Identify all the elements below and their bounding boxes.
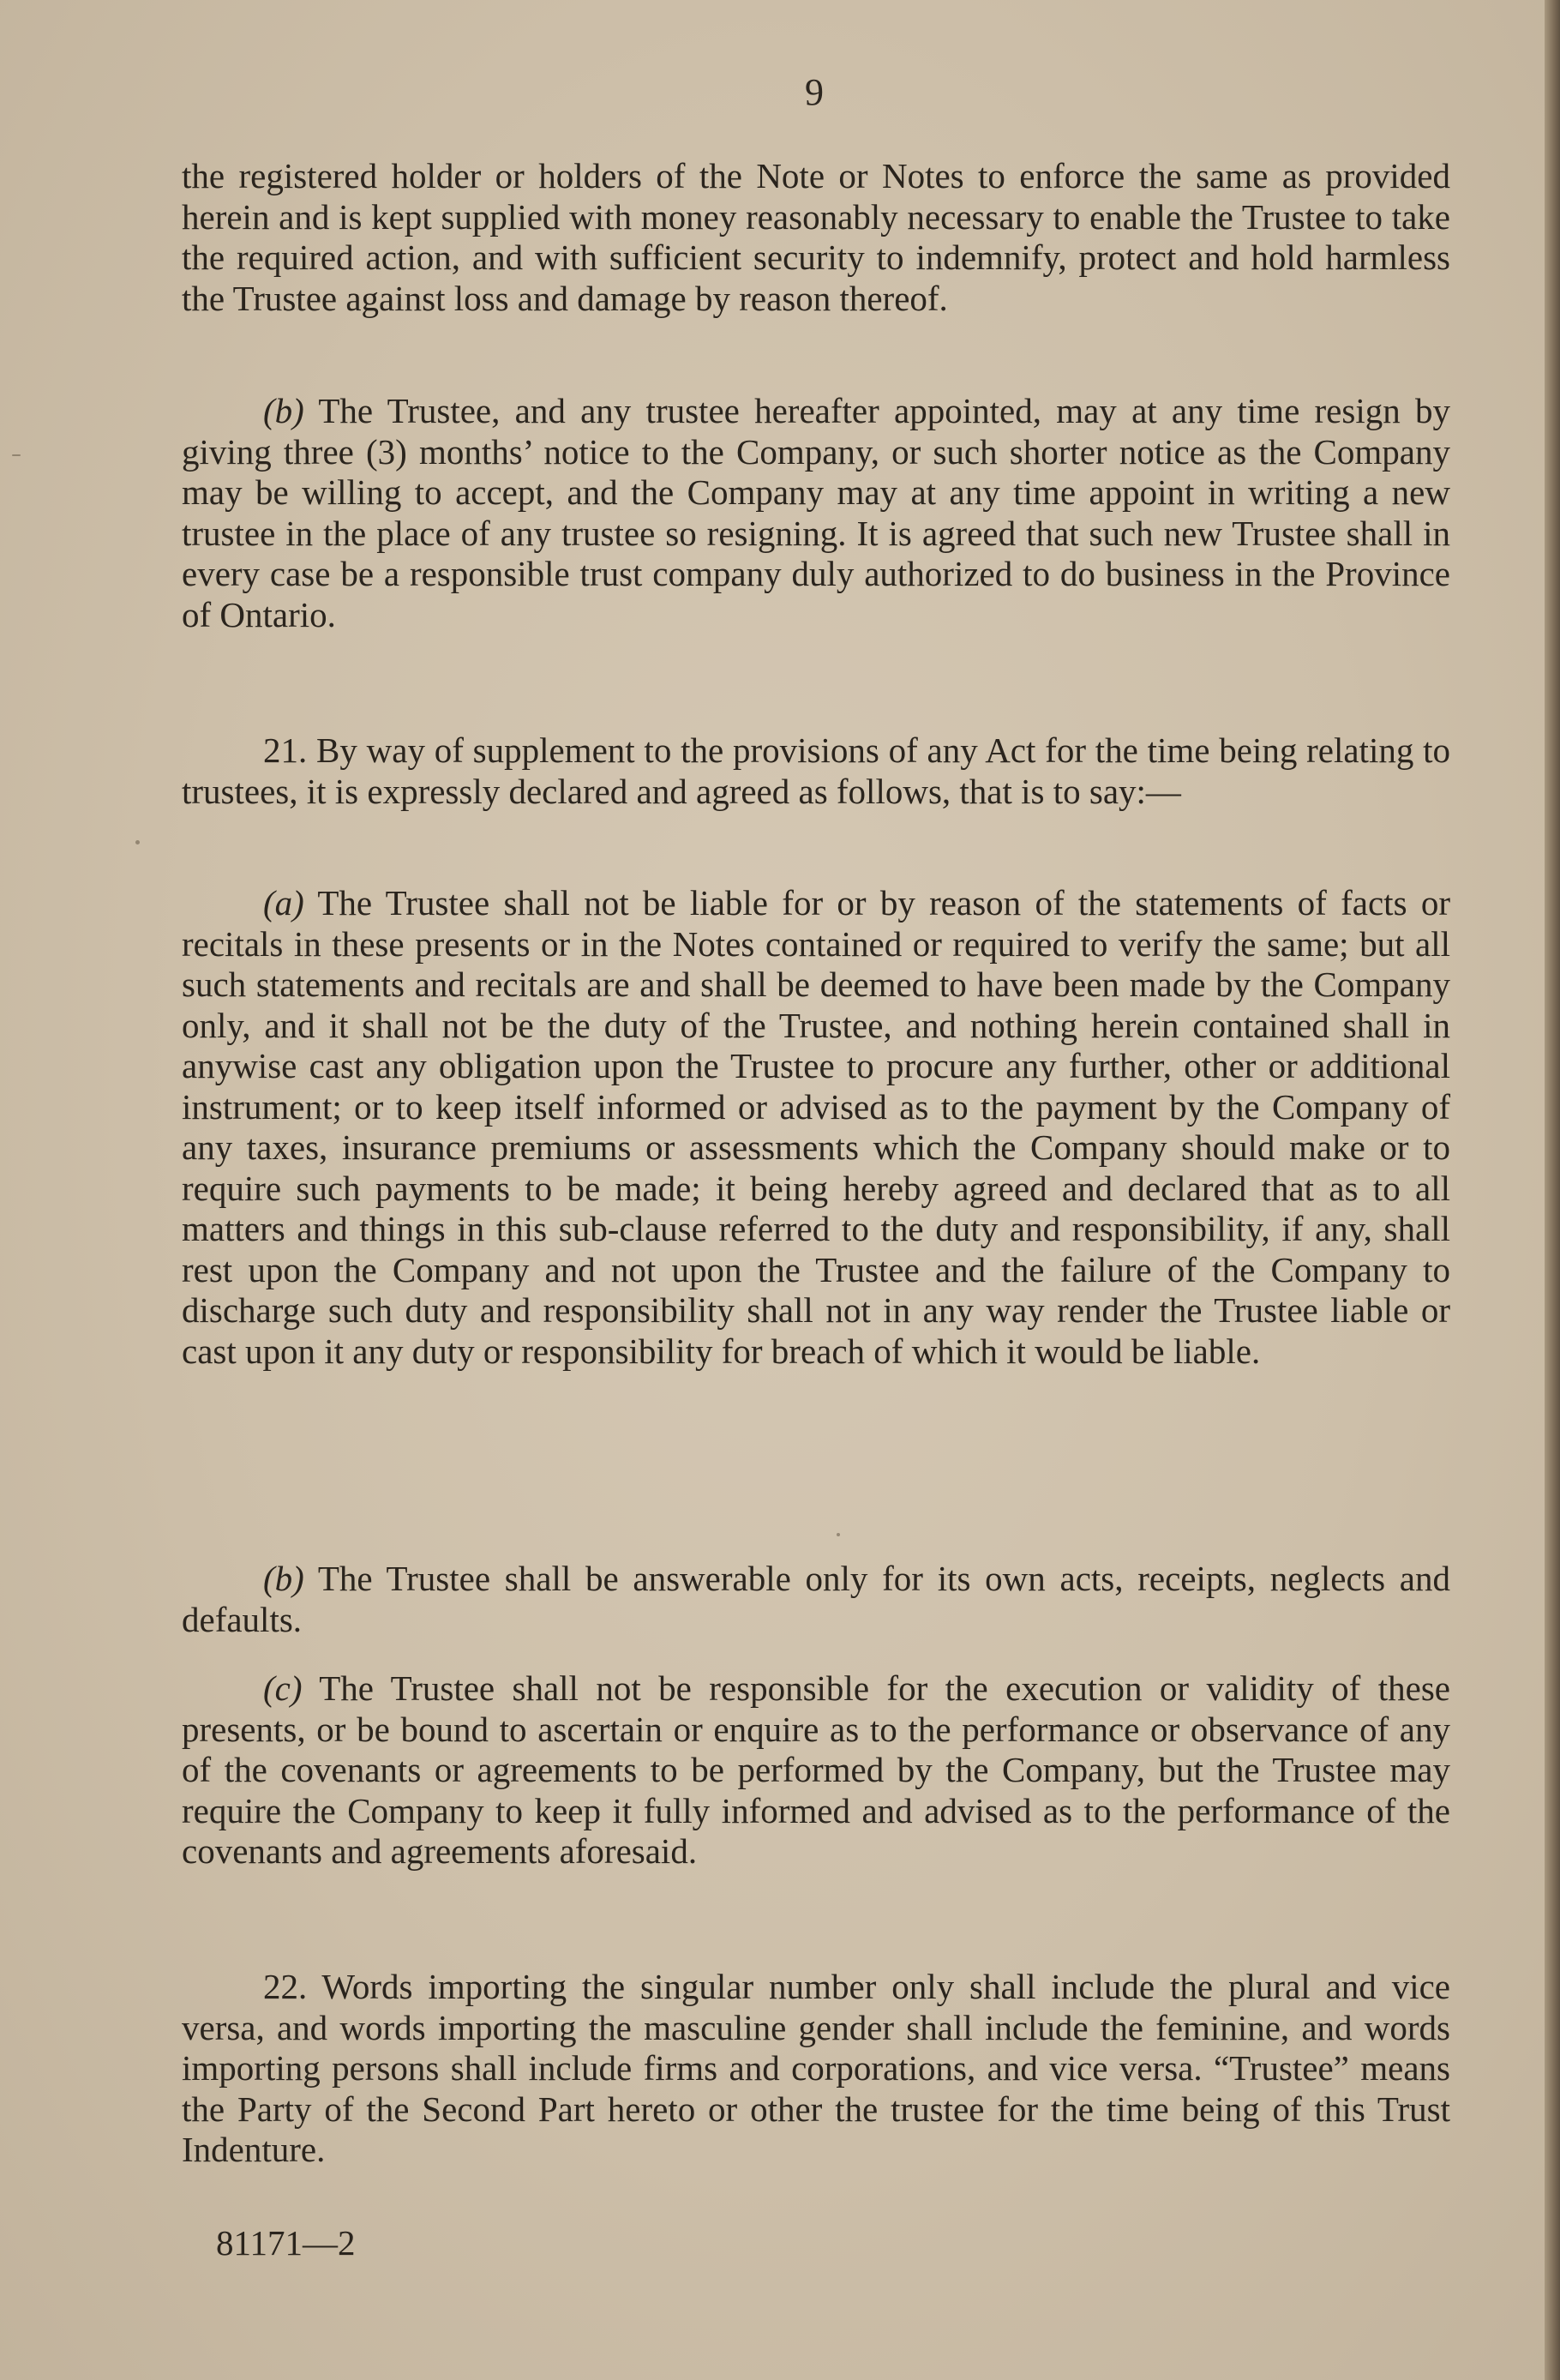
clause-21c	[182, 1668, 1450, 1872]
clause-21c-text	[182, 1668, 1450, 1872]
section-22	[182, 1967, 1450, 2171]
paper-speck	[837, 1533, 840, 1536]
paragraph-text: the registered holder or holders of the Note or Notes to enforce the same as provided herein and is kept supplied with money reasonably necessary to enable the Trustee to take the required action, and with sufficient security to indemnify, protect and hold harmless the Trustee against loss and damage by reason thereof.	[182, 156, 1450, 318]
clause-marker: (b)	[263, 1559, 304, 1598]
clause-21b-text	[182, 1559, 1450, 1640]
clause-body: The Trustee shall be answerable only for its own acts, receipts, neglects and defaults.	[182, 1559, 1450, 1639]
clause-21a-text	[182, 883, 1450, 1372]
clause-body: The Trustee, and any trustee hereafter appointed, may at any time resign by giving three (3) months’ notice to the Company, or such shorter notice as the Company may be willing to accept, and the Company may at any time appoint in writing a new trustee in the place of any trustee so resigning. It is agreed that such new Trustee shall in every case be a responsible trust company duly authorized to do business in the Province of Ontario.	[182, 391, 1450, 634]
section-21	[182, 730, 1450, 812]
clause-marker: (a)	[263, 883, 304, 923]
section-21-text: 21. By way of supplement to the provisions of any Act for the time being relating to trustees, it is expressly declared and agreed as follows, that is to say:—	[182, 730, 1450, 811]
clause-20b-text	[182, 391, 1450, 635]
clause-21b	[182, 1559, 1450, 1640]
clause-20b	[182, 391, 1450, 635]
clause-marker: (b)	[263, 391, 304, 430]
clause-21a	[182, 883, 1450, 1372]
paper-speck	[12, 454, 21, 456]
section-22-text: 22. Words importing the singular number only shall include the plural and vice versa, and words importing the masculine gender shall include the feminine, and words importing persons shall include firms and corporations, and vice versa. “Trustee” means the Party of the Second Part hereto or other the trustee for the time being of this Trust Indenture.	[182, 1967, 1450, 2169]
clause-marker: (c)	[263, 1668, 303, 1708]
footer-code: 81171—2	[216, 2223, 356, 2263]
clause-body: The Trustee shall not be liable for or by reason of the statements of facts or recitals in these presents or in the Notes contained or required to verify the same; but all such statements and recitals are and shall be deemed to have been made by the Company only, and it shall not be the duty of the Trustee, and nothing herein contained shall in anywise cast any obligation upon the Trustee to procure any further, other or additional instrument; or to keep itself informed or advised as to the payment by the Company of any taxes, insurance premiums or assessments which the Company should make or to require such payments to be made; it being hereby agreed and declared that as to all matters and things in this sub-clause referred to the duty and responsibility, if any, shall rest upon the Company and not upon the Trustee and the failure of the Company to discharge such duty and responsibility shall not in any way render the Trustee liable or cast upon it any duty or responsibility for breach of which it would be liable.	[182, 883, 1450, 1371]
page-binding-edge	[1545, 0, 1560, 2380]
page-number: 9	[805, 71, 824, 113]
paper-speck	[135, 840, 140, 844]
clause-body: The Trustee shall not be responsible for the execution or validity of these presents, or be bound to ascertain or enquire as to the performance or observance of any of the covenants or agreements to be performed by the Company, but the Trustee may require the Company to keep it fully informed and advised as to the performance of the covenants and agreements aforesaid.	[182, 1668, 1450, 1871]
paragraph-continuation	[182, 156, 1450, 319]
